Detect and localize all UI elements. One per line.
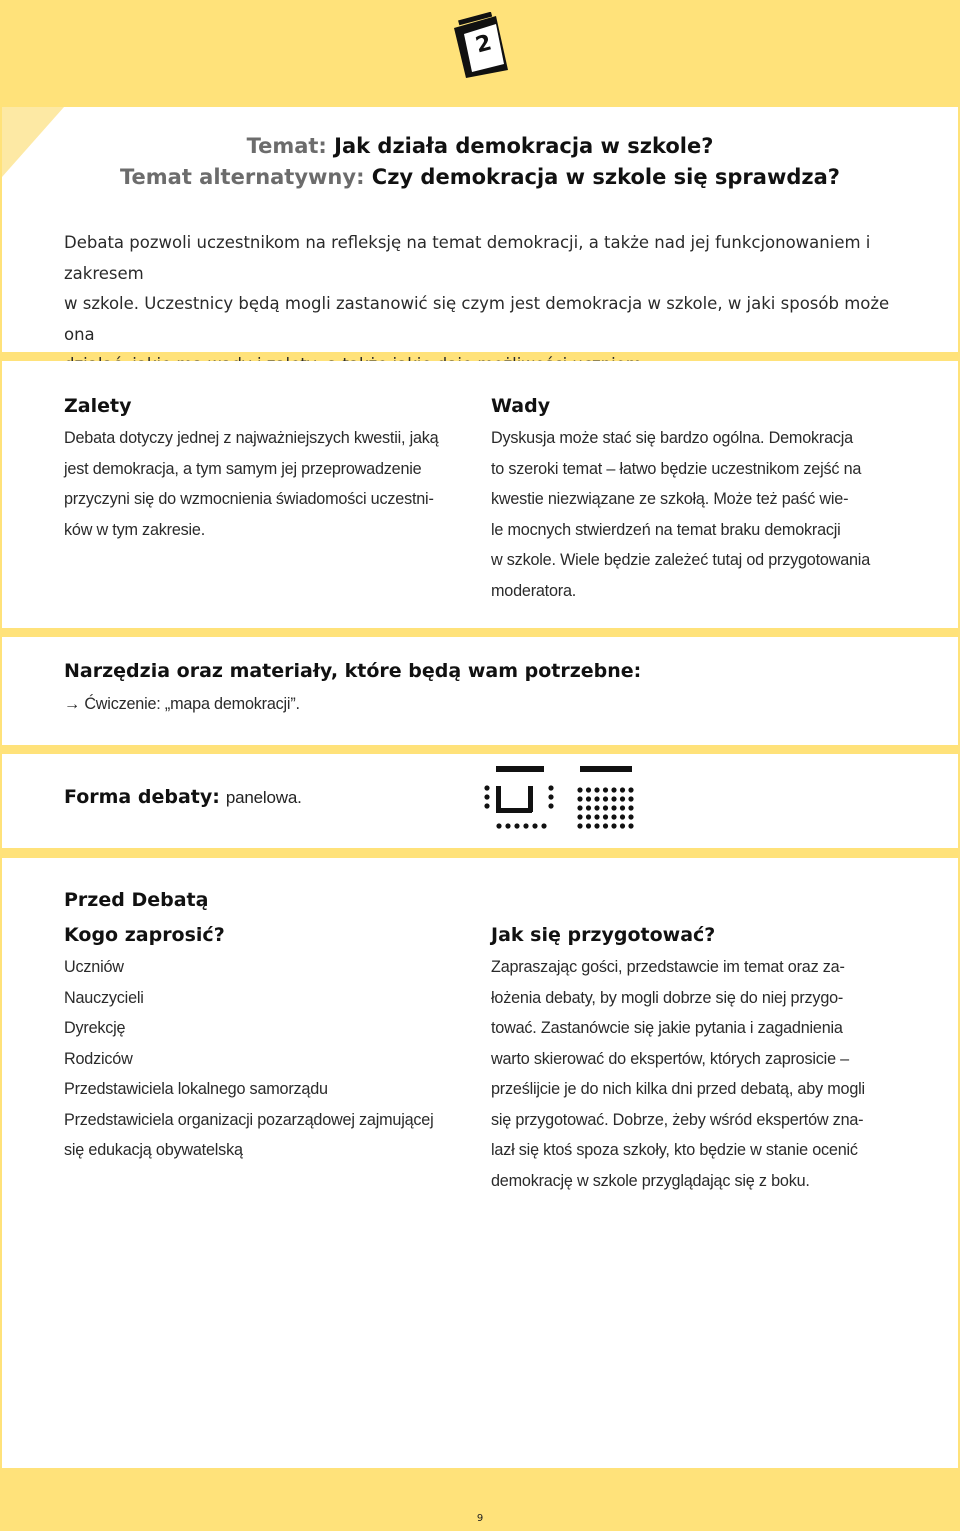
audience-dot bbox=[628, 796, 633, 801]
audience-dot bbox=[577, 814, 582, 819]
cons-line: le mocnych stwierdzeń na temat braku demokracji bbox=[491, 520, 841, 539]
tools-heading: Narzędzia oraz materiały, które będą wam potrzebne: bbox=[64, 660, 642, 682]
prep-line: się przygotować. Dobrze, żeby wśród ekspertów zna- bbox=[491, 1110, 864, 1129]
title-prefix: Temat: bbox=[246, 134, 327, 158]
list-item: Uczniów bbox=[64, 958, 124, 976]
audience-dot bbox=[628, 823, 633, 828]
prep-line: tować. Zastanówcie się jakie pytania i zagadnienia bbox=[491, 1019, 843, 1037]
audience-dot bbox=[586, 805, 591, 810]
title-line-2 bbox=[0, 165, 960, 189]
audience-dot bbox=[577, 823, 582, 828]
intro-line: w szkole. Uczestnicy będą mogli zastanowić się czym jest demokracja w szkole, w jaki sposób może ona bbox=[64, 294, 890, 344]
audience-dot bbox=[611, 805, 616, 810]
page-badge-number: 2 bbox=[473, 30, 495, 59]
prep-line: warto skierować do ekspertów, których zaprosicie – bbox=[491, 1049, 849, 1068]
tools-item bbox=[64, 689, 300, 720]
before-heading: Przed Debatą bbox=[64, 889, 209, 911]
intro-line: Debata pozwoli uczestnikom na refleksję na temat demokracji, a także nad jej funkcjonowaniem i zakresem bbox=[64, 233, 871, 283]
title-text: Jak działa demokracja w szkole? bbox=[334, 134, 714, 158]
cons-line: to szeroki temat – łatwo będzie uczestnikom zejść na bbox=[491, 459, 862, 478]
prep-line: łożenia debaty, by mogli dobrze się do niej przygo- bbox=[491, 988, 844, 1007]
list-item: Przedstawiciela organizacji pozarządowej zajmującej bbox=[64, 1110, 434, 1129]
panel-seating-icon bbox=[484, 766, 644, 832]
prep-heading: Jak się przygotować? bbox=[491, 924, 716, 946]
prep-line: demokrację w szkole przyglądając się z boku. bbox=[491, 1171, 810, 1190]
audience-dot bbox=[628, 814, 633, 819]
who-heading: Kogo zaprosić? bbox=[64, 924, 225, 946]
audience-dot bbox=[577, 787, 582, 792]
form-label: Forma debaty: bbox=[64, 786, 220, 808]
cons-line: w szkole. Wiele będzie zależeć tutaj od przygotowania bbox=[491, 551, 870, 569]
audience-dot bbox=[611, 814, 616, 819]
title-line-1 bbox=[0, 134, 960, 158]
prep-line: prześlijcie je do nich kilka dni przed debatą, aby mogli bbox=[491, 1080, 865, 1098]
audience-dots-icon bbox=[577, 787, 633, 828]
audience-dot bbox=[611, 823, 616, 828]
audience-dot bbox=[628, 805, 633, 810]
audience-dot bbox=[620, 814, 625, 819]
audience-dot bbox=[620, 823, 625, 828]
alt-title-text: Czy demokracja w szkole się sprawdza? bbox=[371, 165, 840, 189]
cons-text bbox=[491, 423, 911, 606]
list-item: Nauczycieli bbox=[64, 988, 144, 1007]
audience-dot bbox=[628, 787, 633, 792]
audience-dot bbox=[594, 787, 599, 792]
pros-line: przyczyni się do wzmocnienia świadomości uczestni- bbox=[64, 490, 434, 508]
pros-heading: Zalety bbox=[64, 395, 132, 417]
list-item: Przedstawiciela lokalnego samorządu bbox=[64, 1080, 328, 1098]
audience-dot bbox=[620, 796, 625, 801]
audience-dot bbox=[611, 796, 616, 801]
page-badge bbox=[452, 12, 508, 74]
audience-dot bbox=[594, 823, 599, 828]
audience-dot bbox=[603, 814, 608, 819]
audience-dot bbox=[603, 805, 608, 810]
prep-line: Zapraszając gości, przedstawcie im temat oraz za- bbox=[491, 958, 845, 976]
pros-line: ków w tym zakresie. bbox=[64, 520, 206, 539]
alt-title-prefix: Temat alternatywny: bbox=[120, 165, 365, 189]
audience-dot bbox=[577, 796, 582, 801]
audience-dot bbox=[586, 796, 591, 801]
pros-text bbox=[64, 423, 474, 545]
audience-dot bbox=[620, 805, 625, 810]
list-item: Rodziców bbox=[64, 1049, 133, 1068]
audience-dot bbox=[586, 787, 591, 792]
audience-dot bbox=[577, 805, 582, 810]
cons-line: moderatora. bbox=[491, 581, 577, 600]
prep-text bbox=[491, 952, 911, 1196]
audience-dot bbox=[603, 796, 608, 801]
cons-heading: Wady bbox=[491, 395, 551, 417]
pros-line: jest demokracja, a tym samym jej przeprowadzenie bbox=[64, 459, 422, 478]
audience-dot bbox=[586, 814, 591, 819]
debate-form bbox=[64, 786, 302, 808]
audience-dot bbox=[594, 796, 599, 801]
page-number: 9 bbox=[476, 1513, 484, 1524]
tools-item-text: Ćwiczenie: „mapa demokracji”. bbox=[84, 695, 300, 713]
audience-dot bbox=[586, 823, 591, 828]
cons-line: kwestie niezwiązane ze szkołą. Może też paść wie- bbox=[491, 490, 849, 508]
who-list bbox=[64, 952, 484, 1166]
audience-dot bbox=[620, 787, 625, 792]
audience-dot bbox=[611, 787, 616, 792]
audience-dot bbox=[603, 823, 608, 828]
list-item: Dyrekcję bbox=[64, 1019, 126, 1037]
audience-dot bbox=[594, 814, 599, 819]
audience-dot bbox=[594, 805, 599, 810]
list-item: się edukacją obywatelską bbox=[64, 1141, 243, 1159]
audience-dot bbox=[603, 787, 608, 792]
cons-line: Dyskusja może stać się bardzo ogólna. Demokracja bbox=[491, 429, 853, 447]
pros-line: Debata dotyczy jednej z najważniejszych kwestii, jaką bbox=[64, 429, 439, 447]
arrow-icon: → bbox=[64, 695, 80, 713]
prep-line: lazł się ktoś spoza szkoły, kto będzie w stanie ocenić bbox=[491, 1141, 858, 1159]
form-value: panelowa. bbox=[225, 788, 302, 807]
intro-text bbox=[64, 228, 904, 381]
